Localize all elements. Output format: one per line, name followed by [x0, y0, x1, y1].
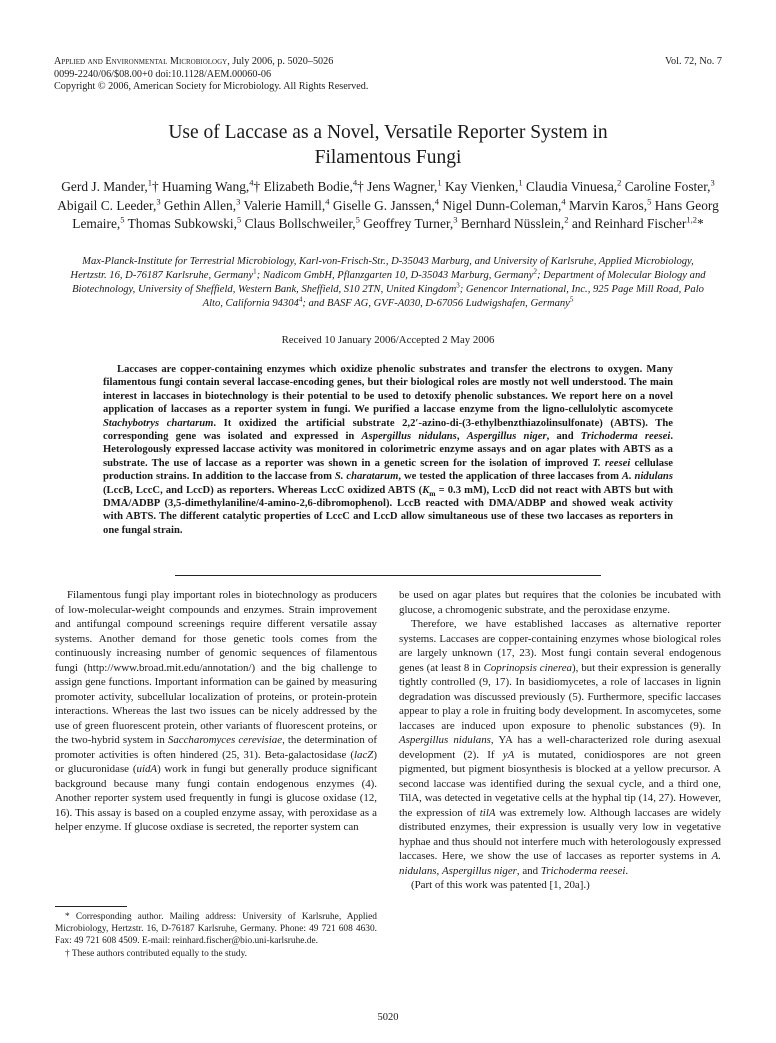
abstract: [103, 363, 673, 537]
species-name: Trichoderma reesei: [580, 431, 671, 443]
author-affiliation-mark: 5: [647, 196, 652, 207]
author-note-mark: †: [357, 179, 364, 194]
abstract-text: . It oxidized the artificial substrate 2,2′-azino-di-(3-ethylbenzthiazolinsulfonate) (ABTS). The corresponding gene was isolated and expressed in: [103, 417, 673, 443]
author-name: Geoffrey Turner,: [363, 216, 454, 231]
abstract-text: ,: [456, 431, 467, 443]
author-note-mark: *: [697, 216, 704, 231]
author-affiliation-mark: 3: [453, 214, 458, 225]
author-affiliation-mark: 1: [437, 177, 442, 188]
abstract-text: = 0.3 mM), LccD did not react with ABTS but with DMA/ADBP (3,5-dimethylaniline/4-amino-2,6-dibromophenol). LccB reacted with DMA/ADBP and showed weak activity with ABTS. The different catalytic properties of LccC and LccD allow simultaneous use of these two laccases as reporters in one fungal strain.: [103, 484, 673, 536]
author-name: Marvin Karos,: [569, 197, 648, 213]
issue-info: , July 2006, p. 5020–5026: [227, 56, 334, 67]
species-name: S. charatarum: [334, 471, 399, 483]
body-column-left: [55, 588, 377, 835]
author-name: Valerie Hamill,: [243, 197, 326, 213]
copyright-line: Copyright © 2006, American Society for Microbiology. All Rights Reserved.: [54, 81, 369, 93]
affiliation-3: ; Department of Molecular Biology and Biotechnology, University of Sheffield, Western Bank, Sheffield, S10 2TN, United Kingdom: [72, 270, 706, 296]
gene-name: lacZ: [353, 748, 374, 761]
species-name: Trichoderma reesei: [540, 864, 626, 877]
body-text: was extremely low. Although laccases are widely distributed enzymes, their expression is usually very low in vegetative hyphae and thus should not interfere much with heterologously expressed laccases. Here, we show the use of laccases as reporter systems in: [399, 806, 722, 862]
author-affiliation-mark: 4: [561, 196, 566, 207]
affiliations: [68, 255, 708, 311]
volume-info: Vol. 72, No. 7: [665, 56, 722, 67]
species-name: Aspergillus niger: [441, 864, 517, 877]
body-text: ) work in fungi but generally produce significant background because many fungi contain endogenous enzymes (4). Another reporter system used frequently in fungi is glucose oxidase (12, 16). This assay is based on a coupled enzyme assay, with peroxidase as a helper enzyme. If glucose oxdiase is secreted, the reporter system can: [55, 763, 377, 833]
author-affiliation-mark: 1: [518, 177, 523, 188]
body-text: .: [625, 864, 629, 877]
author-name: Caroline Foster,: [624, 179, 711, 194]
gene-name: uidA: [136, 763, 158, 775]
received-dates: Received 10 January 2006/Accepted 2 May 2006: [281, 334, 495, 346]
abstract-text: (LccB, LccC, and LccD) as reporters. Whereas LccC oxidized ABTS (: [103, 484, 423, 496]
affiliation-mark: 2: [533, 267, 537, 276]
affiliation-mark: 1: [253, 267, 257, 276]
intro-paragraph: [55, 588, 377, 835]
patent-note: (Part of this work was patented [1, 20a].): [411, 879, 590, 891]
species-name: Coprinopsis cinerea: [483, 661, 572, 674]
doi-line: 0099-2240/06/$08.00+0 doi:10.1128/AEM.00060-06: [54, 68, 272, 80]
affiliation-mark: 5: [569, 295, 574, 304]
author-name: and Reinhard Fischer: [571, 216, 687, 231]
species-name: Aspergillus nidulans: [399, 734, 491, 746]
body-text: ), but their expression is generally tightly controlled (9, 17). In basidiomycetes, a role of laccases in lignin degradation was discussed previously (5). Furthermore, specific laccases appear to play a role in fruiting body development. In ascomycetes, some laccases are induced upon exposure to phenolic substances (9). In: [399, 661, 722, 732]
journal-name: Applied and Environmental Microbiology: [54, 56, 228, 67]
affiliation-5: ; and BASF AG, GVF-A030, D-67056 Ludwigshafen, Germany: [302, 298, 570, 310]
km-subscript: m: [429, 488, 436, 498]
title-line-2: Filamentous Fungi: [314, 147, 462, 168]
author-name: Gerd J. Mander,: [61, 179, 148, 194]
species-name: Stachybotrys chartarum: [103, 417, 214, 429]
km-symbol: K: [422, 484, 430, 496]
species-name: Saccharomyces cerevisiae: [167, 734, 283, 746]
body-text: , YA has a well-characterized role during asexual development (2). If: [399, 734, 722, 761]
page-number: 5020: [377, 1012, 399, 1023]
author-note-mark: †: [151, 179, 159, 194]
author-name: Abigail C. Leeder,: [57, 197, 157, 213]
abstract-text: Laccases are copper-containing enzymes which oxidize phenolic substrates and transfer the electrons to oxygen. Many filamentous fungi contain several laccase-encoding genes, but their biological roles are mostly not well understood. The main interest in laccases in biotechnology is their potential to be used to detoxify phenolic substances. We report here on a novel application of laccases as a reporter system in fungi. We purified a laccase enzyme from the ligno-cellulolytic ascomycete: [103, 364, 673, 416]
body-text: , the determination of promoter activities is often hindered (25, 31). Beta-galactosidase (: [55, 734, 377, 761]
species-name: Aspergillus nidulans: [361, 431, 457, 443]
equal-contribution-note: † These authors contributed equally to the study.: [65, 948, 247, 959]
body-text: ,: [436, 864, 442, 877]
author-affiliation-mark: 5: [236, 214, 242, 225]
author-affiliation-mark: 2: [617, 177, 622, 188]
gene-name: yA: [502, 748, 515, 761]
laccase-paragraph: [399, 617, 721, 878]
author-affiliation-mark: 3: [156, 196, 161, 207]
author-affiliation-mark: 2: [564, 214, 569, 225]
body-text: , and: [516, 864, 541, 877]
body-text: Therefore, we have established laccases as alternative reporter systems. Laccases are copper-containing enzymes whose biological roles are largely unknown (17, 23). Most fungi contain several endogenous genes (at least 8 in: [399, 618, 721, 674]
body-text: ) or glucuronidase (: [55, 748, 377, 775]
affiliation-mark: 3: [456, 281, 460, 290]
body-text: is mutated, conidiospores are not green pigmented, but pigment biosynthesis is blocked at a yellow precursor. A second laccase was identified during the sexual cycle, and a third one, TilA, was detected in vegetative cells at the hyphal tip (14, 27). However, the expression of: [399, 748, 721, 819]
author-affiliation-mark: 4: [434, 196, 440, 207]
author-list: [50, 178, 726, 234]
author-affiliation-mark: 1,2: [686, 214, 697, 225]
continued-paragraph: be used on agar plates but requires that the colonies be incubated with glucose, a chromogenic substrate, and the peroxidase enzyme.: [399, 589, 721, 616]
author-name: Bernhard Nüsslein,: [460, 216, 565, 231]
author-name: Jens Wagner,: [367, 179, 438, 194]
affiliation-4: ; Genencor International, Inc., 925 Page Mill Road, Palo Alto, California 94304: [202, 284, 704, 310]
footnotes: [55, 911, 377, 960]
abstract-text: . Heterologously expressed laccase activity was monitored in colorimetric enzyme assays and on agar plates with ABTS as a substrate. The use of laccase as a reporter was shown in a genetic screen for the isolation of improved: [103, 431, 673, 469]
species-name: A. nidulans: [621, 471, 673, 483]
author-name: Claus Bollschweiler,: [244, 216, 356, 231]
author-name: Thomas Subkowski,: [127, 216, 237, 231]
author-affiliation-mark: 4: [249, 177, 254, 188]
author-affiliation-mark: 4: [352, 177, 358, 188]
species-name: Aspergillus niger: [466, 431, 547, 443]
author-affiliation-mark: 4: [325, 196, 330, 207]
author-name: Huaming Wang,: [162, 179, 250, 194]
author-name: Gethin Allen,: [163, 197, 237, 213]
body-text: Filamentous fungi play important roles in biotechnology as producers of low-molecular-weight compounds and enzymes. Strain improvement and antifungal compound screenings require different versatile assay systems. Another demand for those genetic tools comes from the continuously increasing number of genomic sequences of filamentous fungi (http://www.broad.mit.edu/annotation/) and the big challenge to assign gene functions. Important information can be gained by measuring promoter activity, subcellular localization of proteins, or protein-protein interactions. Whereas the last two issues can be nicely addressed by the use of green fluorescent protein, other variants of fluorescent proteins, or the two-hybrid system in: [55, 589, 377, 746]
author-affiliation-mark: 1: [147, 177, 152, 188]
running-header: [54, 56, 722, 94]
affiliation-1: Max-Planck-Institute for Terrestrial Microbiology, Karl-von-Frisch-Str., D-35043 Marburg, and University of Karlsruhe, Applied Microbiology, Hertzstr. 16, D-76187 Karlsruhe, Germany: [70, 256, 694, 282]
author-note-mark: †: [253, 179, 261, 194]
gene-name: tilA: [479, 806, 496, 819]
author-affiliation-mark: 5: [355, 214, 360, 225]
author-name: Nigel Dunn-Coleman,: [442, 197, 562, 213]
author-affiliation-mark: 5: [120, 214, 125, 225]
author-name: Kay Vienken,: [445, 179, 519, 194]
author-name: Hans Georg Lemaire,: [72, 197, 719, 231]
article-title: [60, 120, 716, 170]
species-name: T. reesei: [592, 457, 631, 469]
abstract-text: , and: [546, 431, 581, 443]
abstract-divider: [175, 575, 601, 576]
author-name: Elizabeth Bodie,: [263, 179, 353, 194]
body-column-right: [399, 588, 721, 893]
author-name: Claudia Vinuesa,: [525, 179, 618, 194]
affiliation-mark: 4: [298, 295, 303, 304]
author-affiliation-mark: 3: [236, 196, 241, 207]
author-name: Giselle G. Janssen,: [332, 197, 435, 213]
author-affiliation-mark: 3: [710, 177, 715, 188]
title-line-1: Use of Laccase as a Novel, Versatile Reporter System in: [168, 122, 608, 143]
journal-citation: [54, 56, 333, 69]
footnote-divider: [55, 906, 127, 907]
abstract-text: cellulase production strains. In addition to the laccase from: [103, 457, 673, 483]
corresponding-author-note: * Corresponding author. Mailing address: University of Karlsruhe, Applied Microbiology, Hertzstr. 16, D-76187 Karlsruhe, Germany. Phone: 49 721 608 4630. Fax: 49 721 608 4509. E-mail: reinhard.fischer@bio.uni-karlsruhe.de.: [55, 912, 377, 947]
species-name: A. nidulans: [399, 850, 721, 877]
affiliation-2: ; Nadicom GmbH, Pflanzgarten 10, D-35043 Marburg, Germany: [256, 270, 534, 282]
abstract-text: , we tested the application of three laccases from: [398, 471, 622, 483]
